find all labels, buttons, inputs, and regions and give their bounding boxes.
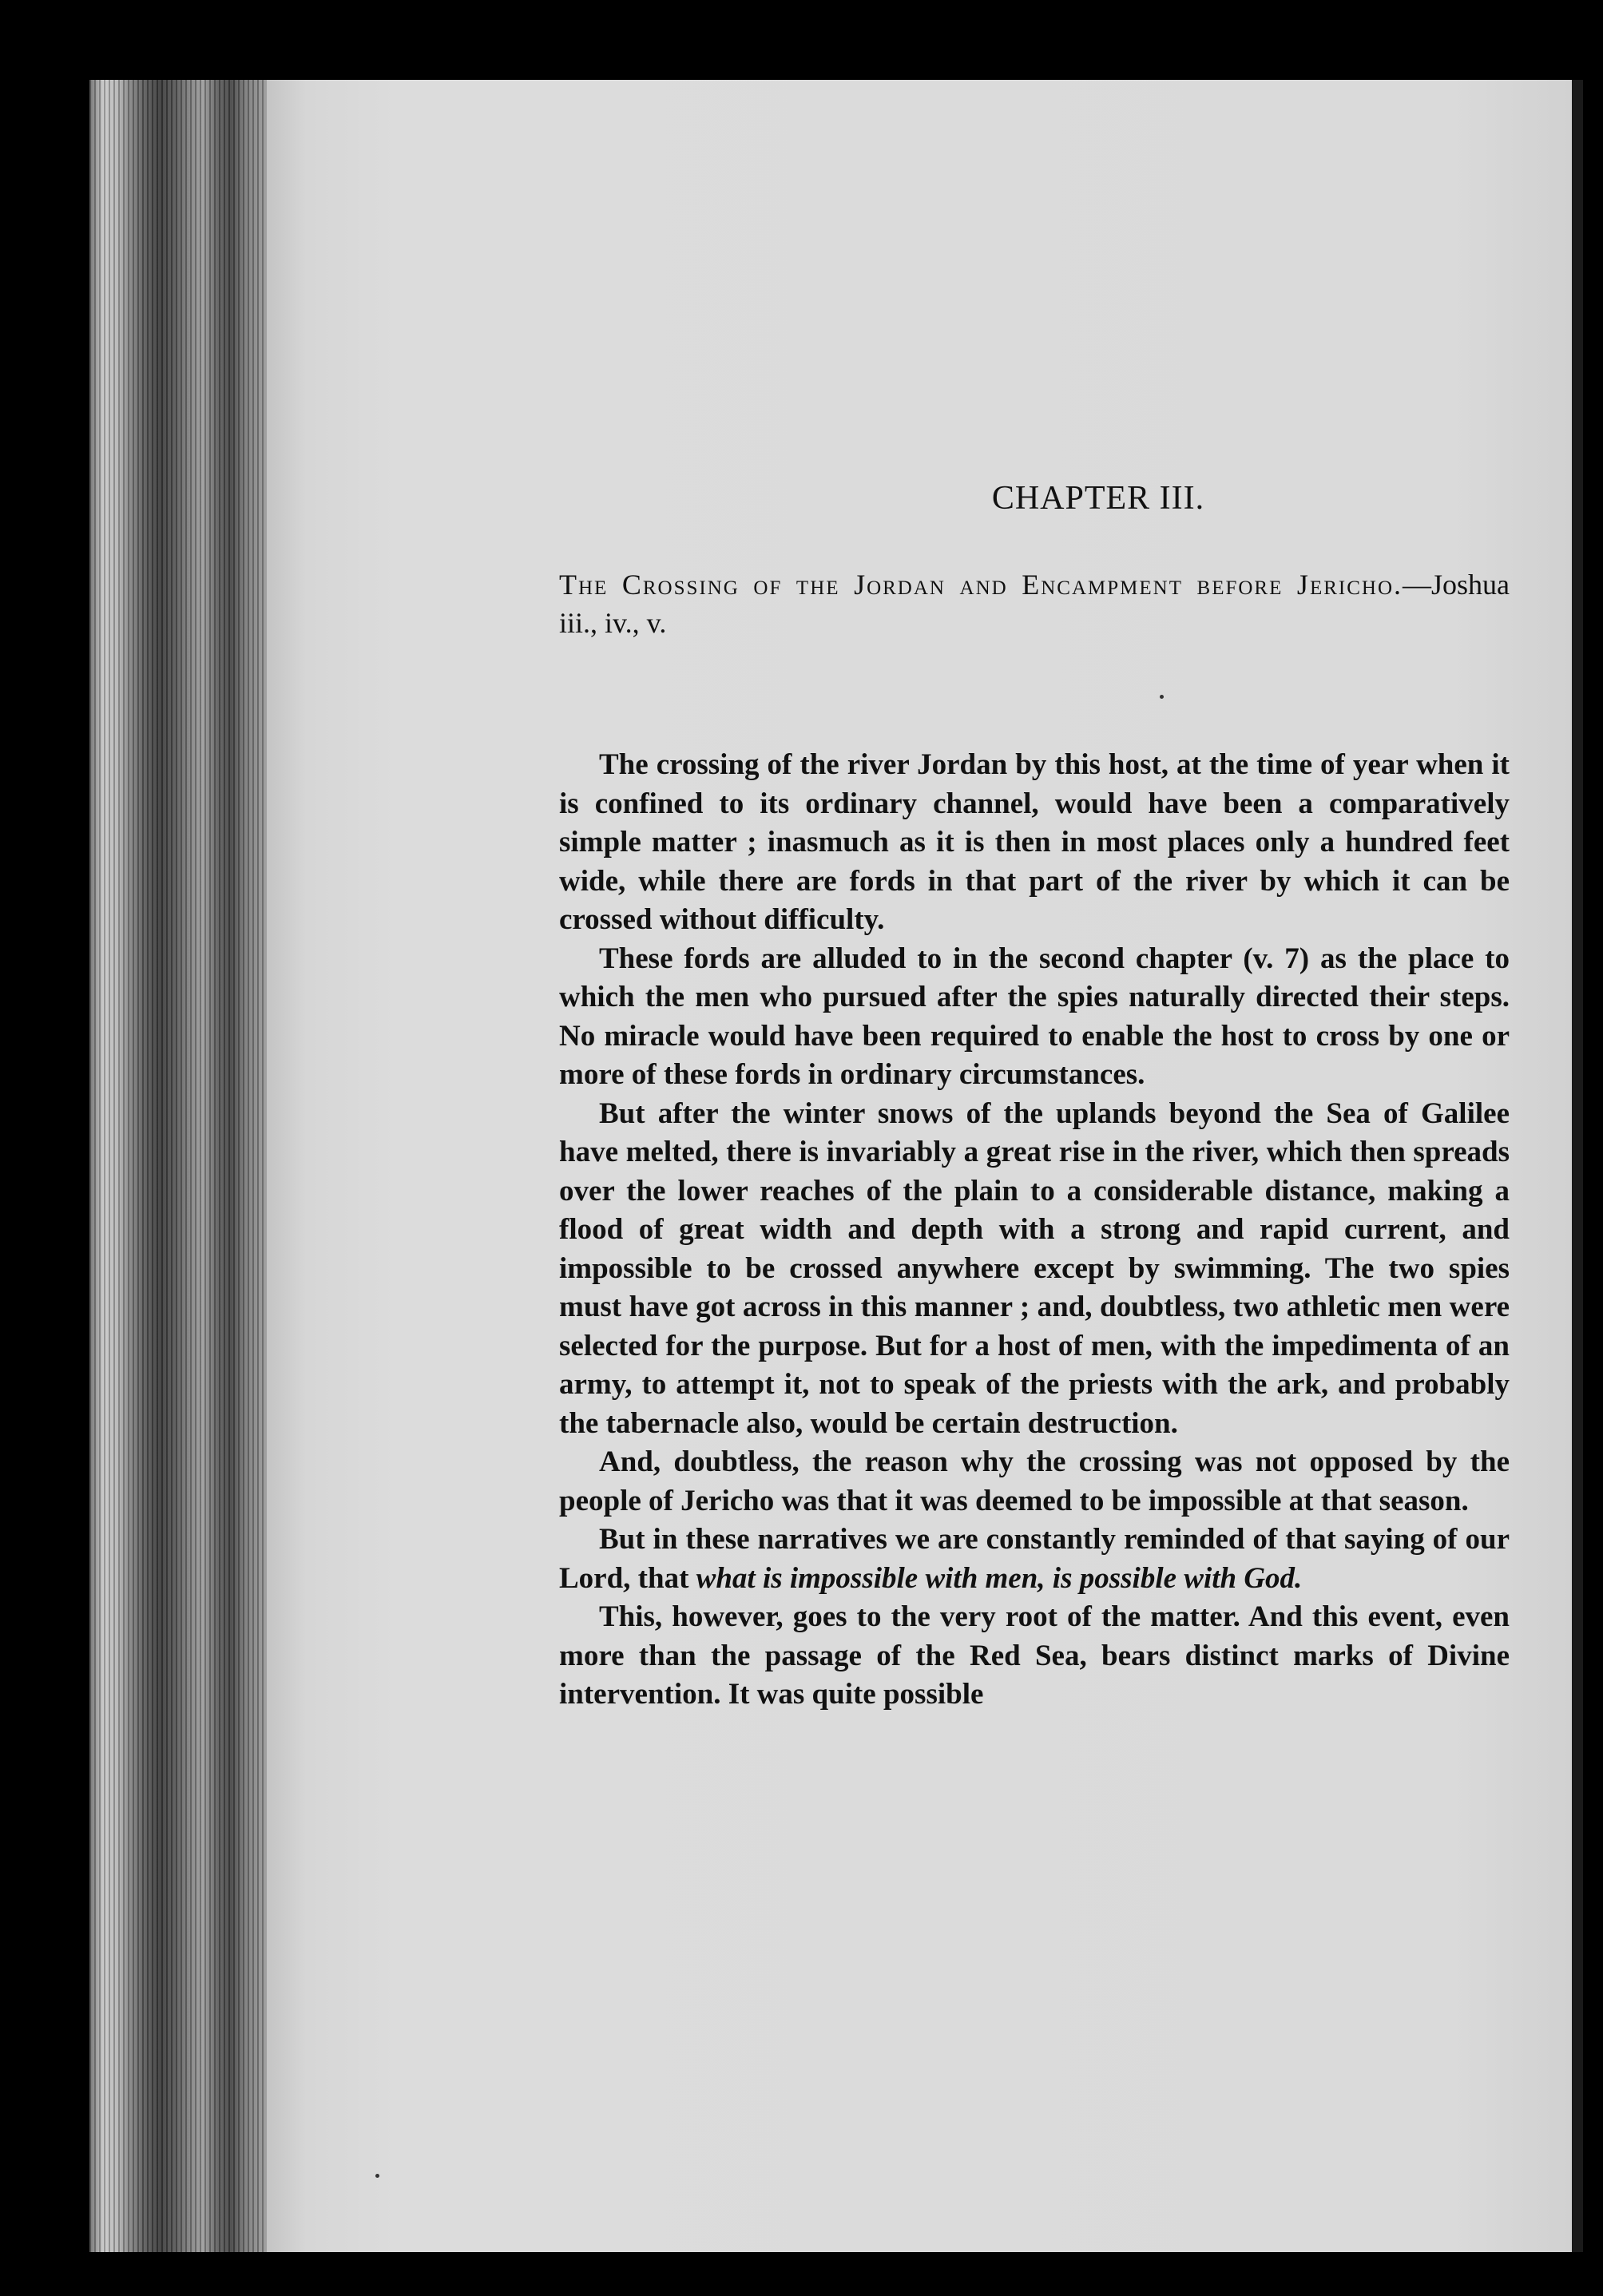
paragraph: These fords are alluded to in the second chapter (v. 7) as the place to which the men who pursued after the spies naturally directed their steps. No miracle would have been required to enable the host to cross by one or more of these fords in ordinary circumstances. xyxy=(559,942,1510,1091)
spine-texture xyxy=(89,80,267,2252)
chapter-title: CHAPTER III. xyxy=(991,480,1205,517)
paragraph: The crossing of the river Jordan by this host, at the time of year when it is confined to its ordinary channel, would have been a comparatively simple matter ; inasmuch as it is then in most places only a hundred feet wide, while there are fords in that part of the river by which it can be crossed without difficulty. xyxy=(559,748,1510,936)
paragraph: And, doubtless, the reason why the crossing was not opposed by the people of Jericho was that it was deemed to be impossible at that season. xyxy=(559,1445,1510,1517)
book-spine xyxy=(89,80,267,2252)
paragraph-italic-quote: what is impossible with men, is possible with God. xyxy=(696,1561,1303,1595)
paragraph-text: But in these narratives we are constantly reminded of that saying of our Lord, that xyxy=(559,1523,1510,1595)
page-edge xyxy=(1572,80,1583,2252)
speck xyxy=(375,2174,379,2178)
paragraph: But after the winter snows of the uplands beyond the Sea of Galilee have melted, there is invariably a great rise in the river, which then spreads over the lower reaches of the plain to a considerable distance, making a flood of great width and depth with a strong and rapid current, and impossible to be crossed anywhere except by swimming. The two spies must have got across in this manner ; and, doubtless, two athletic men were selected for the purpose. But for a host of men, with the impedimenta of an army, to attempt it, not to speak of the priests with the ark, and probably the tabernacle also, would be certain destruction. xyxy=(559,1096,1510,1440)
paragraph xyxy=(559,1521,1510,1598)
subtitle-reference: —Joshua iii., iv., v. xyxy=(559,569,1510,639)
chapter-subtitle xyxy=(559,565,1510,642)
page-body xyxy=(559,479,1510,1715)
subtitle-heading: The Crossing of the Jordan and Encampment before Jericho. xyxy=(559,569,1403,601)
paragraph: This, however, goes to the very root of the matter. And this event, even more than the passage of the Red Sea, bears distinct marks of Divine intervention. It was quite possible xyxy=(559,1600,1510,1711)
